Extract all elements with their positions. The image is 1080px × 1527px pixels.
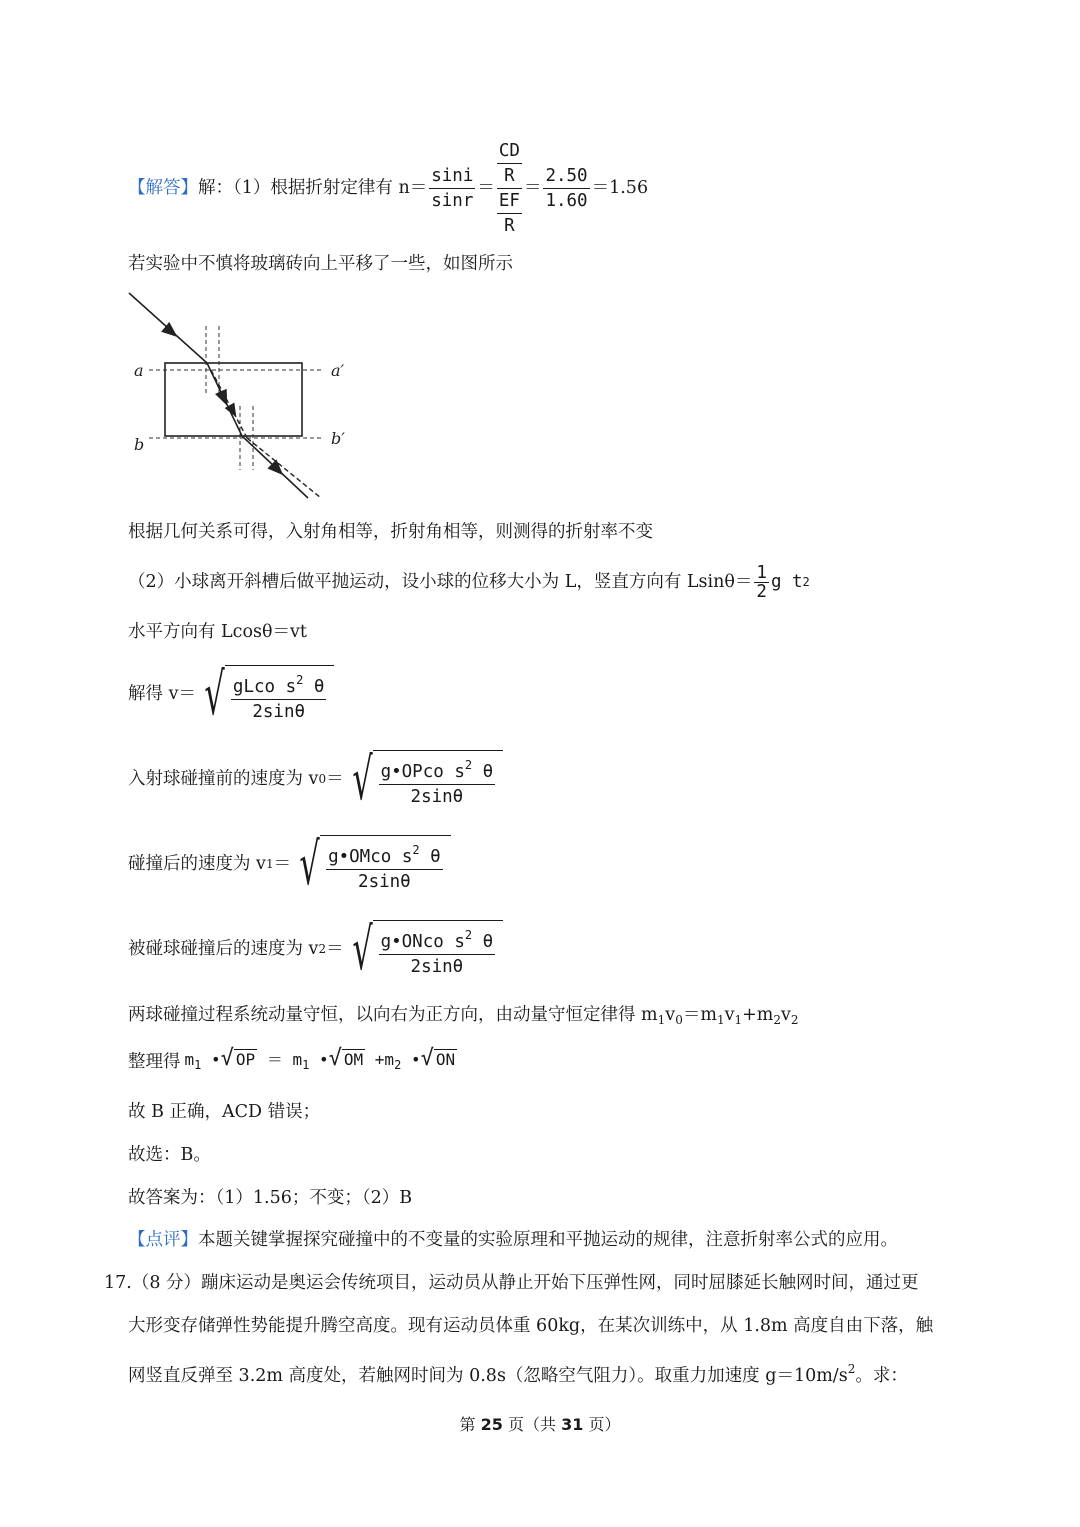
answer-line-14: 故答案为：（1）1.56；不变；（2）B xyxy=(128,1188,413,1208)
v-fraction xyxy=(225,665,335,724)
eq-8: ＝ xyxy=(273,854,292,874)
l10-sub-f: 2 xyxy=(790,1013,799,1027)
sin-i: sini xyxy=(431,165,474,186)
footer-page: 25 xyxy=(480,1415,503,1434)
m1-b-sub: 1 xyxy=(302,1058,310,1072)
r-1: R xyxy=(504,165,515,186)
q17-line-3 xyxy=(128,1356,908,1389)
sqrt-sign-3: √ xyxy=(420,1046,434,1071)
answer-tag: 【解答】 xyxy=(128,178,198,198)
line9-prefix: 被碰球碰撞后的速度为 v xyxy=(128,939,319,959)
sin-r: sinr xyxy=(431,190,474,211)
line11-prefix: 整理得 xyxy=(128,1052,181,1072)
sqrt-om: OM xyxy=(343,1050,364,1069)
line7-prefix: 入射球碰撞前的速度为 v xyxy=(128,769,319,789)
l10-v: v xyxy=(665,1005,676,1025)
sqrt-op: OP xyxy=(235,1050,256,1069)
sqrt-v2 xyxy=(344,915,506,983)
sqrt-sign-1: √ xyxy=(220,1046,234,1071)
answer-line-13: 故选：B。 xyxy=(128,1145,211,1165)
line10-text: 两球碰撞过程系统动量守恒，以向右为正方向，由动量守恒定律得 m xyxy=(128,1005,658,1025)
dashed-exit-ray xyxy=(247,438,321,498)
m1-a: m xyxy=(184,1050,195,1069)
sub-0: 0 xyxy=(318,772,327,786)
cd: CD xyxy=(498,140,520,161)
v-num xyxy=(231,668,327,699)
answer-line-9 xyxy=(128,915,505,983)
plus-11: + xyxy=(374,1050,385,1069)
answer-line-12: 故 B 正确，ACD 错误； xyxy=(128,1102,321,1122)
footer-mid: 页（共 xyxy=(507,1415,556,1434)
m1-b: m xyxy=(292,1050,303,1069)
v2-num xyxy=(379,923,496,954)
line6-prefix: 解得 v＝ xyxy=(128,684,196,704)
equals-1: ＝ xyxy=(477,178,495,198)
glass-block xyxy=(165,363,302,436)
v-den: 2sinθ xyxy=(252,701,306,722)
answer-line-7 xyxy=(128,745,505,813)
l10-sub-d: 1 xyxy=(734,1013,743,1027)
answer-line-1 xyxy=(128,138,648,238)
answer-line-11 xyxy=(128,1046,457,1078)
answer-line-8 xyxy=(128,830,453,898)
v2-den: 2sinθ xyxy=(410,956,464,977)
equals-2: ＝ xyxy=(523,178,542,198)
eq-11: ＝ xyxy=(266,1050,283,1069)
answer-line-2: 若实验中不慎将玻璃砖向上平移了一些，如图所示 xyxy=(128,254,513,274)
v2-fraction xyxy=(373,920,504,979)
q17-line-2: 大形变存储弹性势能提升腾空高度。现有运动员体重 60kg，在某次训练中，从 1.8m 高度自由下落，触 xyxy=(128,1316,934,1336)
answer-line-6 xyxy=(128,660,336,728)
answer-line-4 xyxy=(128,560,810,604)
label-a: a xyxy=(134,361,144,380)
sqrt-v0 xyxy=(344,745,506,813)
label-a-prime: a′ xyxy=(331,361,345,380)
sqrt-on: ON xyxy=(435,1050,456,1069)
comment-line xyxy=(128,1227,898,1253)
half-den: 2 xyxy=(756,581,767,602)
v0-num xyxy=(379,753,496,784)
footer-total: 31 xyxy=(561,1415,584,1434)
q17-line-1: 17.（8 分）蹦床运动是奥运会传统项目，运动员从静止开始下压弹性网，同时屈膝延长触网时间，通过更 xyxy=(104,1273,919,1293)
v-theta: θ xyxy=(313,676,325,697)
sub-1: 1 xyxy=(265,857,274,871)
m1-a-sub: 1 xyxy=(194,1058,202,1072)
m2-sub: 2 xyxy=(394,1058,402,1072)
radical-sign: √ xyxy=(351,915,373,983)
footer-pre: 第 xyxy=(459,1415,476,1434)
footer-post: 页） xyxy=(588,1415,621,1434)
m2: m xyxy=(384,1050,395,1069)
l10-plus-m: +m xyxy=(742,1005,774,1025)
eq-9: ＝ xyxy=(326,939,344,959)
v1-theta: θ xyxy=(430,846,441,867)
l10-sub-b: 0 xyxy=(675,1013,683,1027)
sqrt-sign-2: √ xyxy=(328,1046,342,1071)
answer-line1-prefix: 解：（1）根据折射定律有 n＝ xyxy=(198,178,428,198)
v1-sq: 2 xyxy=(412,842,420,857)
label-b: b xyxy=(134,435,145,454)
label-b-prime: b′ xyxy=(331,429,345,448)
v2-theta: θ xyxy=(482,931,494,952)
half-num: 1 xyxy=(756,562,767,583)
radical-sign: √ xyxy=(351,745,373,813)
l10-eq-m: ＝m xyxy=(682,1005,717,1025)
cd-over-r xyxy=(497,139,522,188)
result-156: ＝1.56 xyxy=(591,178,649,198)
dashed-refracted-ray xyxy=(211,370,247,438)
page-footer xyxy=(0,1412,1080,1435)
l10-sub-e: 2 xyxy=(773,1013,782,1027)
dot-2: • xyxy=(318,1050,329,1069)
refraction-diagram xyxy=(125,288,350,503)
v0-theta: θ xyxy=(482,761,494,782)
v-num-text: gLco s xyxy=(232,676,297,697)
sqrt-v1 xyxy=(291,830,453,898)
eq-7: ＝ xyxy=(326,769,344,789)
incident-ray xyxy=(129,293,207,363)
gt: g t xyxy=(770,572,803,592)
l10-v-2: v xyxy=(724,1005,735,1025)
l10-v-3: v xyxy=(781,1005,791,1025)
radical-sign: √ xyxy=(299,830,320,898)
half-fraction xyxy=(754,564,769,601)
q17-line3-b: 。求： xyxy=(855,1366,908,1386)
ef: EF xyxy=(498,190,520,211)
result-equation xyxy=(185,1046,458,1078)
v0-den: 2sinθ xyxy=(410,786,464,807)
r-2: R xyxy=(504,215,515,236)
v1-den: 2sinθ xyxy=(358,871,411,892)
v2-sq: 2 xyxy=(464,927,473,942)
num-250: 2.50 xyxy=(545,165,588,186)
answer-line-5: 水平方向有 Lcosθ＝vt xyxy=(128,622,307,642)
v2-num-text: g•ONco s xyxy=(380,931,465,952)
line4-prefix: （2）小球离开斜槽后做平抛运动，设小球的位移大小为 L，竖直方向有 Lsinθ＝ xyxy=(128,572,753,592)
v1-num xyxy=(326,838,443,869)
answer-line-10 xyxy=(128,1002,799,1033)
l10-sub-c: 1 xyxy=(716,1013,725,1027)
ratio-fraction xyxy=(497,139,522,238)
v0-fraction xyxy=(373,750,504,809)
v1-fraction xyxy=(320,835,451,894)
exit-arrow xyxy=(275,467,281,473)
v1-num-text: g•OMco s xyxy=(328,846,413,867)
v-sq: 2 xyxy=(296,672,304,687)
dot-3: • xyxy=(410,1050,421,1069)
answer-line-3: 根据几何关系可得，入射角相等，折射角相等，则测得的折射率不变 xyxy=(128,522,653,542)
l10-sub-a: 1 xyxy=(657,1013,666,1027)
v0-sq: 2 xyxy=(464,757,473,772)
sub-2: 2 xyxy=(318,942,327,956)
sqrt-v xyxy=(196,660,337,728)
comment-tag: 【点评】 xyxy=(128,1230,198,1250)
gt-square: 2 xyxy=(802,575,810,589)
v0-num-text: g•OPco s xyxy=(380,761,465,782)
numeric-fraction xyxy=(543,164,589,213)
num-160: 1.60 xyxy=(545,190,588,211)
q17-sup: 2 xyxy=(847,1362,856,1376)
q17-line3-a: 网竖直反弹至 3.2m 高度处，若触网时间为 0.8s（忽略空气阻力）。取重力加速度 g＝10m/s xyxy=(128,1366,848,1386)
comment-text: 本题关键掌握探究碰撞中的不变量的实验原理和平抛运动的规律，注意折射率公式的应用。 xyxy=(198,1230,898,1250)
line8-prefix: 碰撞后的速度为 v xyxy=(128,854,266,874)
radical-sign: √ xyxy=(204,660,225,728)
dot-1: • xyxy=(211,1050,221,1069)
sin-fraction xyxy=(429,164,475,213)
ef-over-r xyxy=(497,189,522,238)
